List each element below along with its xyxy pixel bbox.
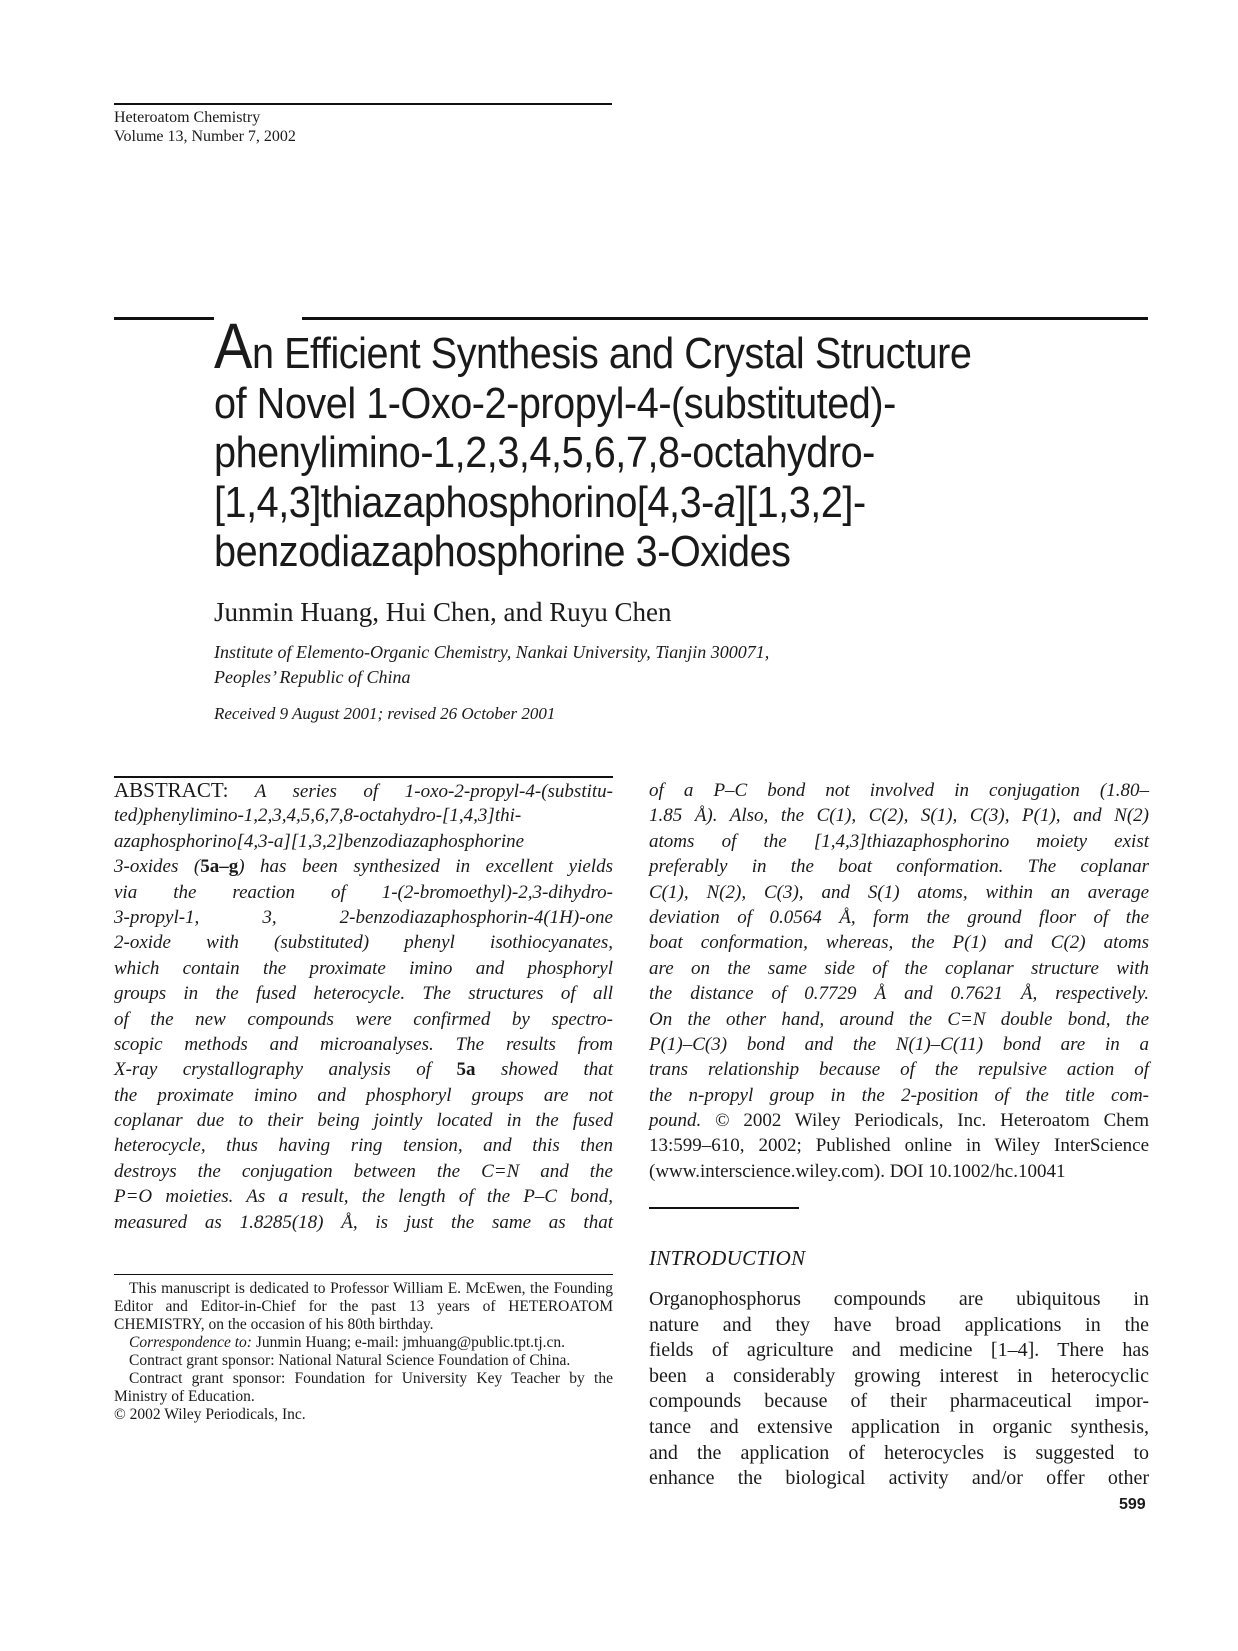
- abstract-line: groups in the fused heterocycle. The structures of all: [114, 983, 613, 1005]
- title-dropcap: A: [214, 310, 252, 382]
- abstract-line: 3-oxides (5a–g) has been synthesized in excellent yields: [114, 856, 613, 878]
- abstract-line: 3-propyl-1, 3, 2-benzodiazaphosphorin-4(1H)-one: [114, 906, 613, 928]
- abstract-line: measured as 1.8285(18) Å, is just the same as that: [114, 1211, 613, 1233]
- title-rule-left: [114, 317, 214, 320]
- abstract-line: C(1), N(2), C(3), and S(1) atoms, within an average: [649, 881, 1149, 903]
- intro-line: tance and extensive application in organic synthesis,: [649, 1415, 1149, 1438]
- abstract-line: atoms of the [1,4,3]thiazaphosphorino moiety exist: [649, 830, 1149, 852]
- abstract-line: 1.85 Å). Also, the C(1), C(2), S(1), C(3), P(1), and N(2): [649, 805, 1149, 827]
- intro-line: compounds because of their pharmaceutical impor-: [649, 1390, 1149, 1413]
- footnotes: [114, 1280, 613, 1424]
- intro-line: been a considerably growing interest in heterocyclic: [649, 1364, 1149, 1387]
- footnote-rule: [114, 1274, 613, 1275]
- abstract-line: preferably in the boat conformation. The coplanar: [649, 856, 1149, 878]
- received-dates: Received 9 August 2001; revised 26 October 2001: [214, 704, 556, 723]
- grant-note-1: Contract grant sponsor: National Natural Science Foundation of China.: [129, 1352, 571, 1369]
- abstract-line: ABSTRACT: A series of 1-oxo-2-propyl-4-(substitu-: [114, 778, 613, 802]
- abstract-line: heterocycle, thus having ring tension, and this then: [114, 1135, 613, 1157]
- abstract-line: the n-propyl group in the 2-position of the title com-: [649, 1084, 1149, 1106]
- section-heading-introduction: INTRODUCTION: [649, 1246, 806, 1270]
- abstract-right-column: [649, 778, 1149, 1184]
- abstract-line: 13:599–610, 2002; Published online in Wiley InterScience: [649, 1135, 1149, 1157]
- abstract-line: trans relationship because of the repulsive action of: [649, 1059, 1149, 1081]
- abstract-line: ted)phenylimino-1,2,3,4,5,6,7,8-octahydro-[1,4,3]thi-: [114, 805, 522, 827]
- page-number: 599: [1119, 1496, 1146, 1513]
- header-rule: [114, 103, 612, 105]
- intro-line: fields of agriculture and medicine [1–4]. There has: [649, 1339, 1149, 1362]
- abstract-line: 2-oxide with (substituted) phenyl isothiocyanates,: [114, 932, 613, 954]
- abstract-line: via the reaction of 1-(2-bromoethyl)-2,3-dihydro-: [114, 881, 613, 903]
- abstract-left-column: [114, 778, 613, 1235]
- abstract-line: P(1)–C(3) bond and the N(1)–C(11) bond are in a: [649, 1033, 1149, 1055]
- introduction-body: [649, 1287, 1149, 1492]
- title-line-1: An Efficient Synthesis and Crystal Structure: [214, 310, 972, 382]
- abstract-line: of the new compounds were confirmed by spectro-: [114, 1008, 613, 1030]
- title-line-3: phenylimino-1,2,3,4,5,6,7,8-octahydro-: [214, 428, 875, 477]
- intro-line: nature and they have broad applications in the: [649, 1313, 1149, 1336]
- intro-line: Organophosphorus compounds are ubiquitous in: [649, 1288, 1149, 1310]
- abstract-line: boat conformation, whereas, the P(1) and C(2) atoms: [649, 932, 1149, 954]
- abstract-line: (www.interscience.wiley.com). DOI 10.1002/hc.10041: [649, 1160, 1066, 1182]
- abstract-line: are on the same side of the coplanar structure with: [649, 957, 1149, 979]
- abstract-line: of a P–C bond not involved in conjugation (1.80–: [649, 780, 1149, 801]
- abstract-line: X-ray crystallography analysis of 5a showed that: [114, 1059, 614, 1081]
- abstract-line: the proximate imino and phosphoryl groups are not: [114, 1084, 613, 1106]
- abstract-label: ABSTRACT:: [114, 778, 229, 802]
- authors: Junmin Huang, Hui Chen, and Ruyu Chen: [214, 597, 672, 627]
- intro-line: and the application of heterocycles is suggested to: [649, 1441, 1149, 1464]
- affiliation: Institute of Elemento-Organic Chemistry, Nankai University, Tianjin 300071, Peoples’ Republic of China: [214, 642, 770, 687]
- abstract-line: destroys the conjugation between the C=N and the: [114, 1160, 613, 1182]
- abstract-line: which contain the proximate imino and phosphoryl: [114, 957, 613, 979]
- journal-volume: Volume 13, Number 7, 2002: [114, 128, 296, 145]
- abstract-line: azaphosphorino[4,3-a][1,3,2]benzodiazaphosphorine: [114, 830, 525, 852]
- journal-info: [114, 108, 296, 146]
- abstract-line: scopic methods and microanalyses. The results from: [114, 1033, 613, 1055]
- intro-line: enhance the biological activity and/or offer other: [649, 1467, 1149, 1490]
- abstract-line: pound. © 2002 Wiley Periodicals, Inc. Heteroatom Chem: [649, 1110, 1149, 1132]
- title-line-2: of Novel 1-Oxo-2-propyl-4-(substituted)-: [214, 378, 896, 428]
- abstract-line: P=O moieties. As a result, the length of the P–C bond,: [114, 1186, 613, 1208]
- grant-note-2: Contract grant sponsor: Foundation for University Key Teacher by the Ministry of Education.: [114, 1370, 613, 1405]
- abstract-line: the distance of 0.7729 Å and 0.7621 Å, respectively.: [649, 983, 1149, 1005]
- abstract-end-rule: [649, 1207, 799, 1209]
- title-rule-right: [302, 317, 1148, 320]
- dedication-note: This manuscript is dedicated to Professor William E. McEwen, the Founding Editor and Editor-in-Chief for the past 13 years of HETEROATOM CHEMISTRY, on the occasion of his 80th birthday.: [114, 1280, 613, 1333]
- abstract-line: deviation of 0.0564 Å, form the ground floor of the: [649, 906, 1149, 928]
- abstract-line: coplanar due to their being jointly located in the fused: [114, 1110, 613, 1132]
- abstract-line: On the other hand, around the C=N double bond, the: [649, 1008, 1149, 1030]
- journal-name: Heteroatom Chemistry: [114, 109, 261, 126]
- correspondence-note: Correspondence to: Junmin Huang; e-mail: jmhuang@public.tpt.tj.cn.: [129, 1334, 566, 1351]
- article-title: [214, 310, 1042, 577]
- copyright-note: © 2002 Wiley Periodicals, Inc.: [114, 1406, 306, 1423]
- title-line-4: [1,4,3]thiazaphosphorino[4,3-a][1,3,2]-: [214, 477, 866, 527]
- title-line-5: benzodiazaphosphorine 3-Oxides: [214, 527, 791, 576]
